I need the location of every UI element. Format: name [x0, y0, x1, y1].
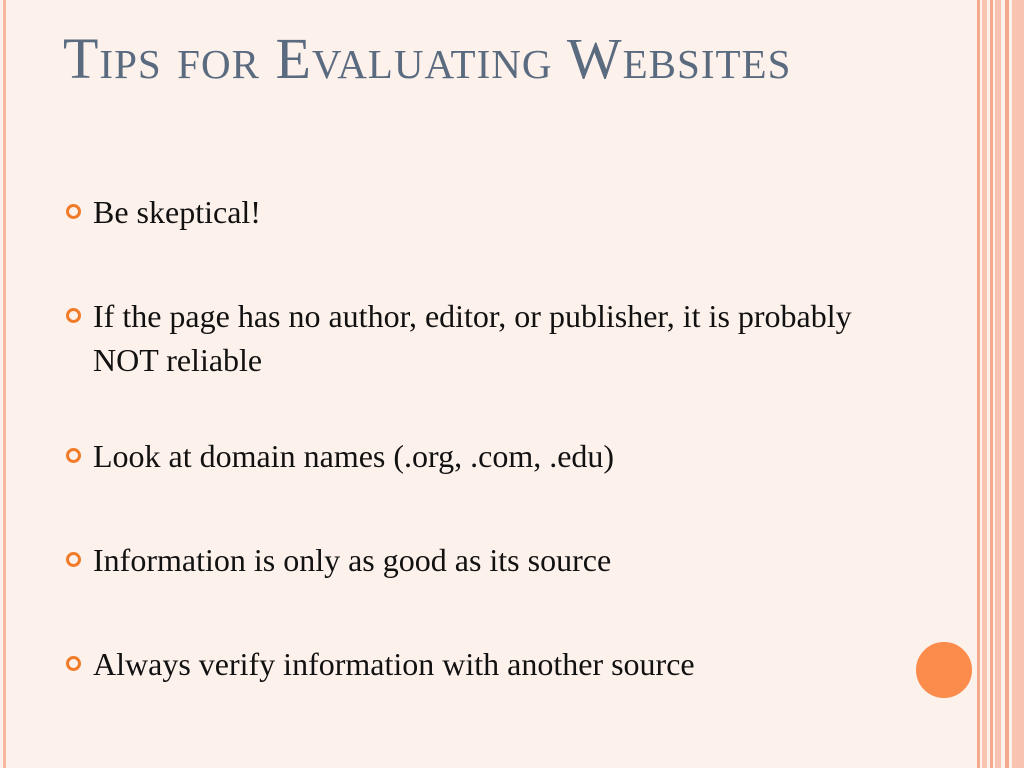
bullet-ring-icon [66, 204, 81, 219]
bullet-item [63, 190, 903, 234]
bullet-text: If the page has no author, editor, or publisher, it is probably NOT reliable [93, 298, 852, 378]
bullet-text: Always verify information with another source [93, 646, 695, 682]
right-decorative-stripe [1012, 0, 1024, 768]
bullet-list [63, 190, 903, 686]
bullet-text: Be skeptical! [93, 194, 261, 230]
bullet-item [63, 434, 903, 478]
bullet-ring-icon [66, 308, 81, 323]
bullet-item [63, 538, 903, 582]
right-decorative-stripe [995, 0, 1001, 768]
right-decorative-stripe [982, 0, 987, 768]
right-decorative-stripe [990, 0, 993, 768]
bullet-item [63, 642, 793, 686]
bullet-text: Look at domain names (.org, .com, .edu) [93, 438, 615, 474]
right-decorative-stripe [977, 0, 980, 768]
bullet-item [63, 294, 903, 382]
right-decorative-stripe [1005, 0, 1009, 768]
left-accent-line [3, 0, 6, 768]
slide-title: Tips for Evaluating Websites [63, 26, 792, 91]
decorative-orange-circle [913, 639, 975, 701]
bullet-ring-icon [66, 448, 81, 463]
bullet-ring-icon [66, 656, 81, 671]
bullet-ring-icon [66, 552, 81, 567]
bullet-text: Information is only as good as its source [93, 542, 612, 578]
